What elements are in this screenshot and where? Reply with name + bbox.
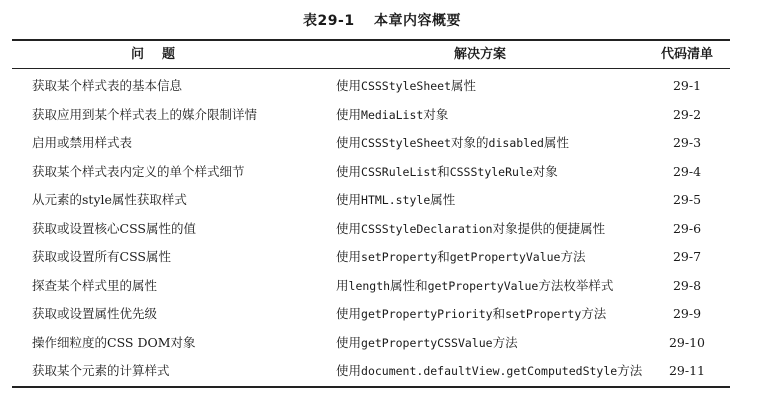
cell-problem: 获取某个样式表的基本信息 — [32, 78, 183, 93]
table-row — [12, 300, 730, 329]
bottom-rule — [12, 386, 730, 388]
header-solution: 解决方案 — [453, 47, 506, 62]
solution-text: 方法 — [492, 334, 518, 350]
table-row — [12, 158, 730, 187]
cell-solution — [336, 329, 656, 358]
solution-text: 使用 — [336, 220, 362, 236]
cell-problem: 获取或设置核心CSS属性的值 — [32, 220, 196, 236]
cell-listing: 29-9 — [672, 306, 702, 321]
cell-listing: 29-11 — [668, 363, 706, 378]
cell-solution — [336, 215, 656, 244]
cell-problem: 启用或禁用样式表 — [32, 135, 133, 150]
table-row — [12, 215, 730, 244]
cell-solution — [336, 186, 656, 215]
solution-text: 使用 — [336, 306, 362, 321]
table-title: 本章内容概要 — [373, 13, 461, 29]
solution-text: 和 — [437, 249, 450, 264]
solution-text: 和 — [492, 306, 506, 321]
solution-text: 方法 — [617, 363, 643, 378]
cell-solution — [336, 72, 656, 101]
table-row — [12, 129, 730, 158]
code-term: disabled — [488, 136, 544, 150]
code-term: getPropertyPriority — [361, 307, 493, 321]
solution-text: 用 — [336, 277, 349, 293]
solution-text: 使用 — [336, 78, 362, 93]
code-term: CSSStyleDeclaration — [361, 221, 493, 236]
code-term: document.defaultView.getComputedStyle — [361, 364, 618, 378]
cell-problem: 获取或设置所有CSS属性 — [32, 249, 171, 264]
solution-text: 使用 — [336, 192, 362, 207]
solution-text: 属性 — [430, 192, 456, 207]
cell-listing: 29-10 — [668, 334, 706, 350]
code-term: getPropertyCSSValue — [361, 335, 493, 350]
solution-text: 使用 — [336, 363, 362, 378]
code-term: MediaList — [361, 107, 424, 122]
solution-text: 使用 — [336, 135, 362, 150]
table-number: 表29-1 — [303, 13, 355, 29]
table-row — [12, 272, 730, 301]
cell-listing: 29-1 — [672, 78, 702, 93]
solution-text: 对象 — [532, 163, 558, 179]
cell-problem: 获取某个样式表内定义的单个样式细节 — [32, 163, 245, 179]
solution-text: 使用 — [336, 249, 362, 264]
cell-listing: 29-6 — [672, 220, 702, 236]
cell-problem: 探查某个样式里的属性 — [32, 277, 158, 293]
cell-listing: 29-5 — [672, 192, 702, 207]
cell-listing: 29-4 — [672, 163, 702, 179]
solution-text: 对象 — [423, 106, 449, 122]
cell-solution — [336, 357, 656, 386]
table-row — [12, 243, 730, 272]
solution-text: 使用 — [336, 334, 362, 350]
solution-text: 对象的 — [451, 135, 489, 150]
header-problem: 问题 — [130, 47, 193, 62]
code-term: setProperty — [505, 307, 582, 321]
cell-solution — [336, 101, 656, 130]
table-row — [12, 186, 730, 215]
cell-solution — [336, 243, 656, 272]
cell-problem: 获取应用到某个样式表上的媒介限制详情 — [32, 106, 258, 122]
table-body — [12, 72, 730, 386]
table-row — [12, 329, 730, 358]
cell-problem: 从元素的style属性获取样式 — [32, 192, 187, 207]
solution-text: 方法 — [560, 249, 586, 264]
code-term: CSSRuleList — [361, 164, 438, 179]
cell-problem: 获取某个元素的计算样式 — [32, 363, 170, 378]
solution-text: 方法 — [581, 306, 607, 321]
table-row — [12, 72, 730, 101]
table-row — [12, 101, 730, 130]
top-rule — [12, 39, 730, 41]
code-term: getPropertyValue — [449, 250, 561, 264]
code-term: getPropertyValue — [427, 278, 539, 293]
code-term: CSSStyleRule — [449, 164, 533, 179]
table-row — [12, 357, 730, 386]
cell-problem: 获取或设置属性优先级 — [32, 306, 158, 321]
code-term: CSSStyleSheet — [361, 136, 452, 150]
cell-problem: 操作细粒度的CSS DOM对象 — [32, 334, 196, 350]
solution-text: 和 — [437, 163, 450, 179]
solution-text: 属性 — [543, 135, 569, 150]
solution-text: 使用 — [336, 106, 362, 122]
header-listing: 代码清单 — [660, 47, 713, 62]
code-term: HTML.style — [361, 193, 431, 207]
solution-text: 方法枚举样式 — [538, 277, 614, 293]
cell-listing: 29-7 — [672, 249, 702, 264]
cell-solution — [336, 129, 656, 158]
solution-text: 属性 — [451, 78, 477, 93]
solution-text: 属性和 — [390, 277, 428, 293]
cell-listing: 29-3 — [672, 135, 702, 150]
code-term: length — [348, 278, 391, 293]
code-term: setProperty — [361, 250, 438, 264]
cell-solution — [336, 158, 656, 187]
solution-text: 对象提供的便捷属性 — [492, 220, 606, 236]
cell-solution — [336, 300, 656, 329]
cell-listing: 29-2 — [672, 106, 702, 122]
header-rule — [12, 68, 730, 69]
table-caption — [0, 10, 764, 30]
cell-solution — [336, 272, 656, 301]
solution-text: 使用 — [336, 163, 362, 179]
cell-listing: 29-8 — [672, 277, 702, 293]
code-term: CSSStyleSheet — [361, 79, 452, 93]
